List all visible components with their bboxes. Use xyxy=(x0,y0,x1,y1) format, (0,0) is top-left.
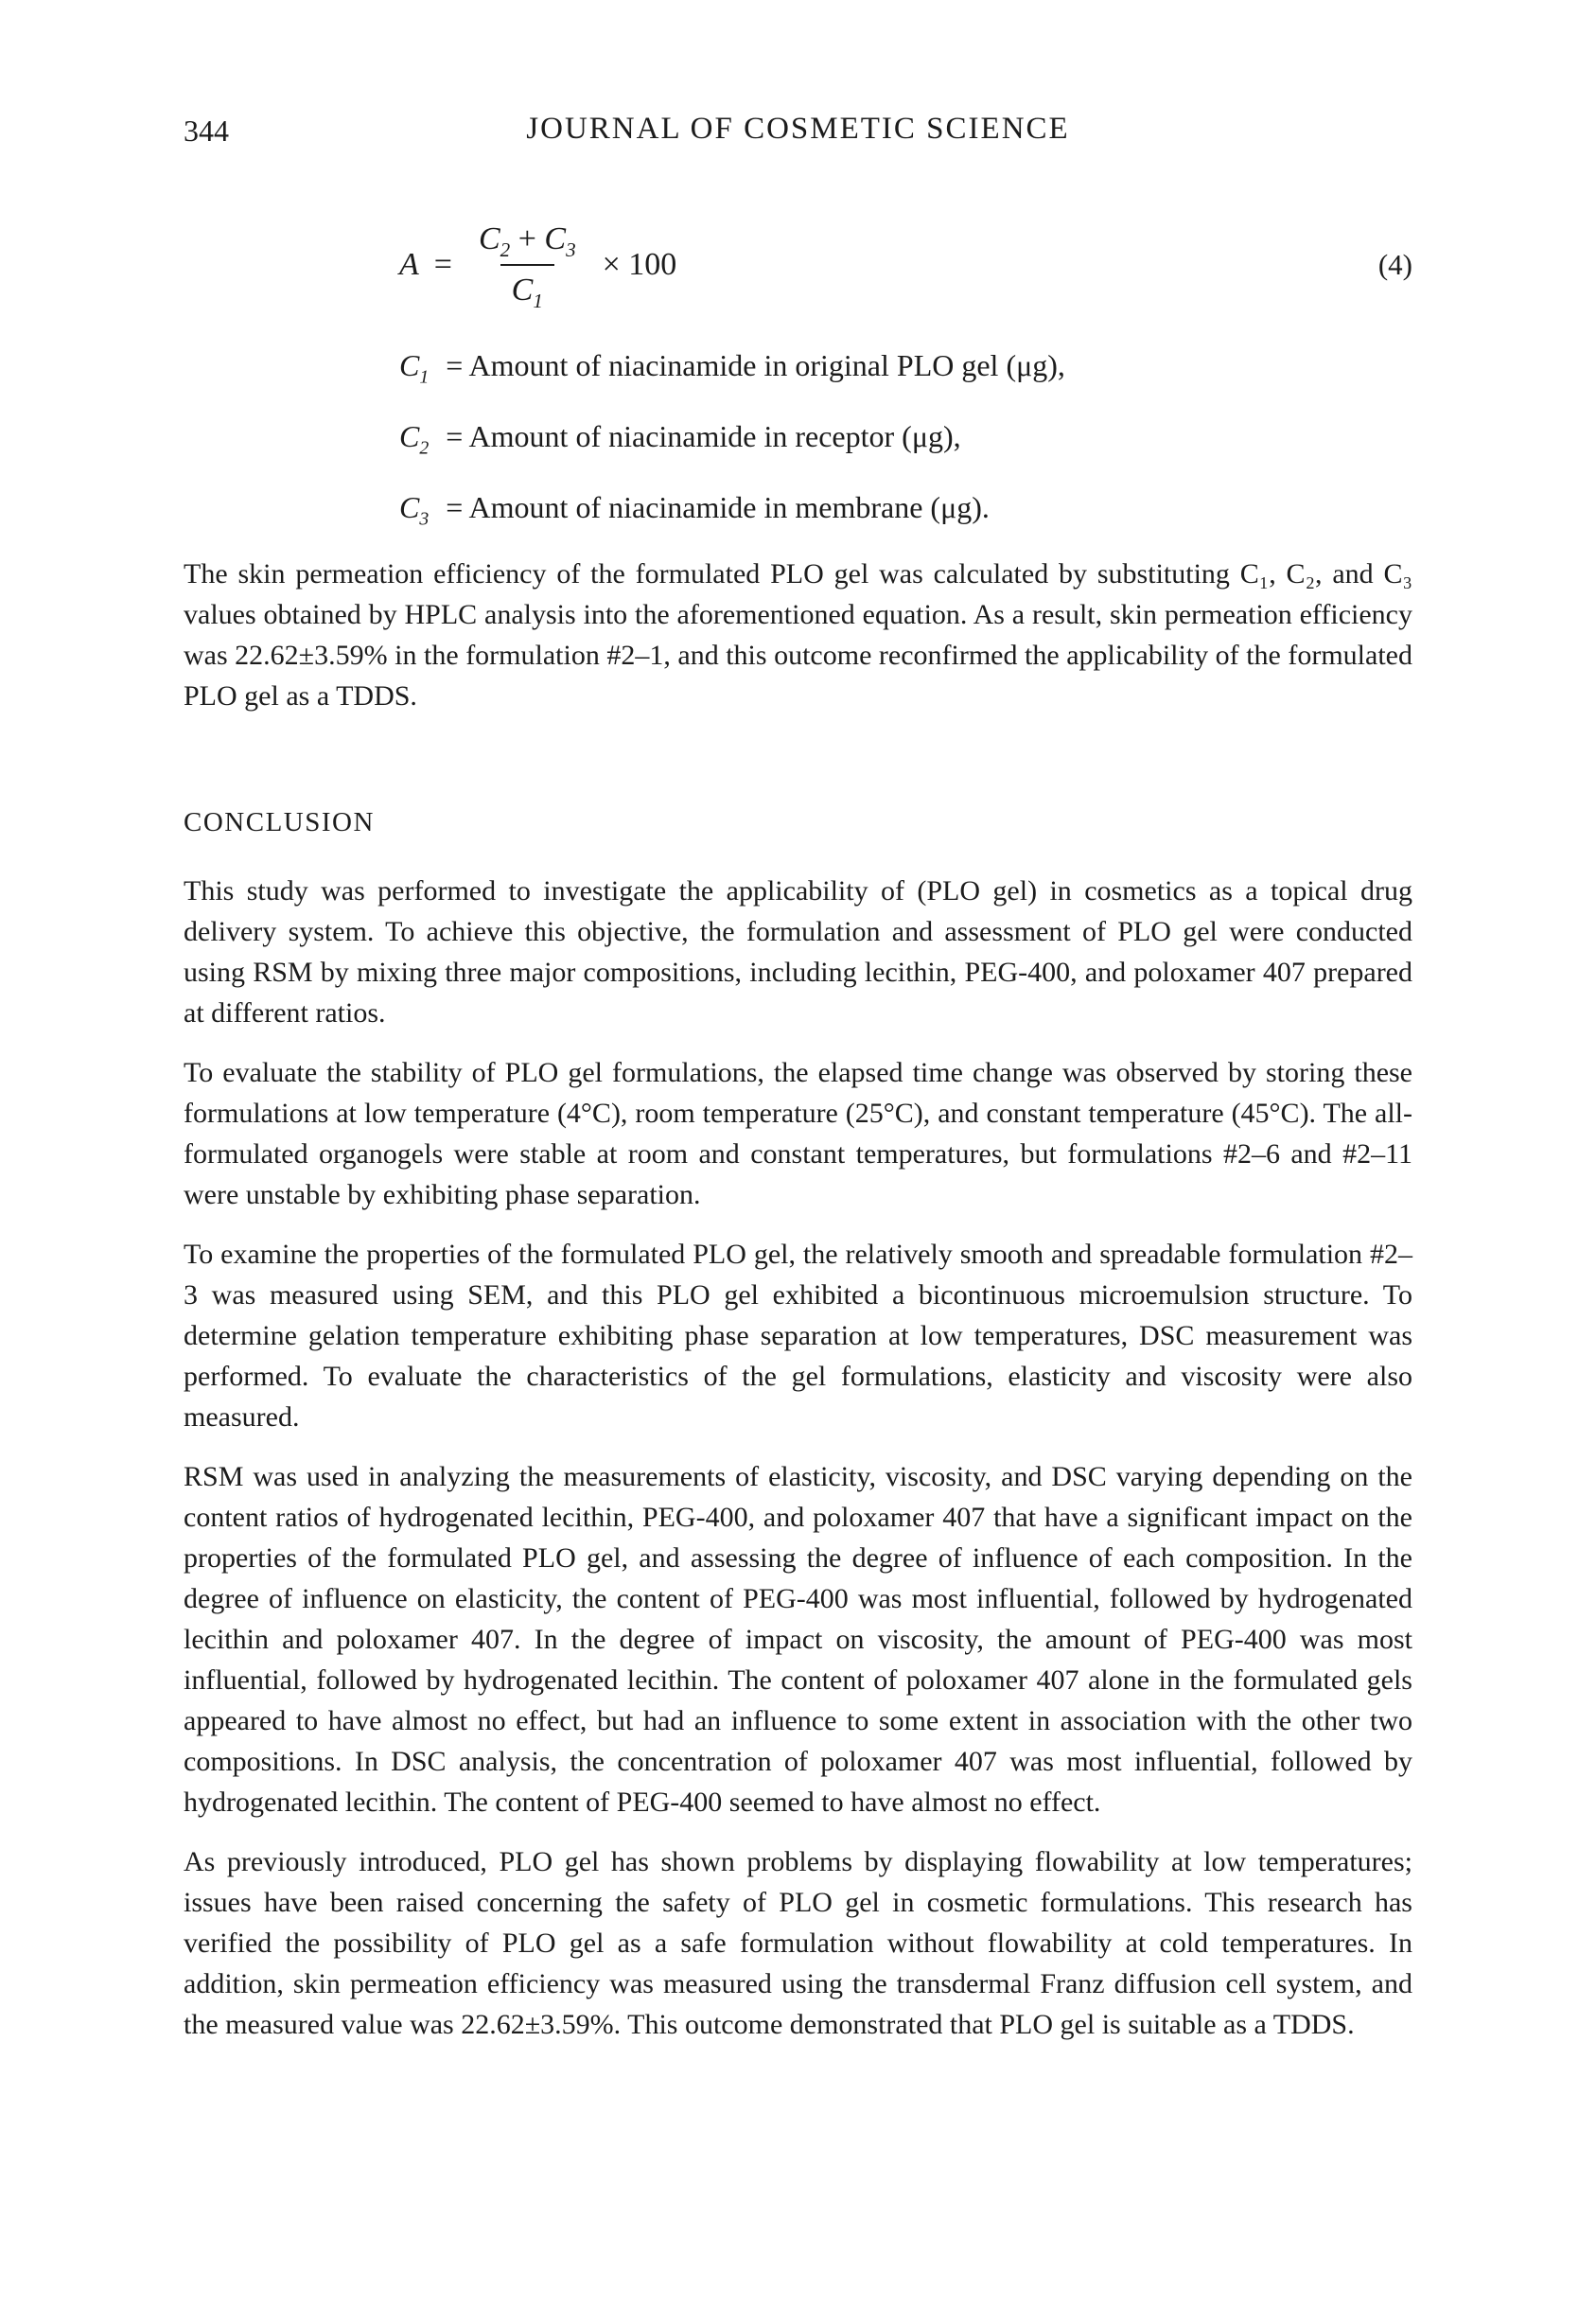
conclusion-heading: CONCLUSION xyxy=(184,807,375,837)
equation-lhs: A xyxy=(399,247,419,282)
page-number: 344 xyxy=(184,114,229,148)
definition-c3-symbol: $C_3$ xyxy=(399,490,430,530)
definition-c1-symbol: $C_1$ xyxy=(399,348,430,388)
numerator-var-c3-base: C xyxy=(544,221,567,256)
equation-fraction xyxy=(467,221,588,312)
journal-title: JOURNAL OF COSMETIC SCIENCE xyxy=(526,112,1070,146)
equation-expression xyxy=(399,221,677,312)
definition-c1 xyxy=(399,348,1412,388)
numerator-var-c2-base: C xyxy=(478,221,500,256)
numerator-plus-sign: + xyxy=(517,221,536,256)
equation-equals-sign: = xyxy=(433,247,452,282)
definition-c3 xyxy=(399,490,1412,530)
variable-definitions xyxy=(399,348,1412,530)
conclusion-paragraph-2: To evaluate the stability of PLO gel formulations, the elapsed time change was observed by storing these formulations at low temperature (4°C), room temperature (25°C), and constant temperature (45°C). The all-formulated organogels were stable at room and constant temperatures, but formulations #2–6 and #2–11 were unstable by exhibiting phase separation. xyxy=(184,1057,1412,1210)
definition-c2 xyxy=(399,419,1412,459)
denominator-var-c1-base: C xyxy=(511,273,534,308)
fraction-denominator xyxy=(500,264,554,312)
equation-multiplier: × 100 xyxy=(602,247,677,282)
denominator-var-c1-subscript: 1 xyxy=(533,289,543,312)
definition-c2-text: = Amount of niacinamide in receptor (μg), xyxy=(446,419,961,453)
conclusion-paragraph-1: This study was performed to investigate the applicability of (PLO gel) in cosmetics as a topical drug delivery system. To achieve this objective, the formulation and assessment of PLO gel were conducted using RSM by mixing three major compositions, including lecithin, PEG-400, and poloxamer 407 prepared at different ratios. xyxy=(184,875,1412,1029)
equation-number: (4) xyxy=(1377,248,1412,281)
equation-4 xyxy=(184,221,1412,312)
numerator-var-c2-subscript: 2 xyxy=(500,238,511,261)
definition-c2-symbol: $C_2$ xyxy=(399,419,430,459)
page-header xyxy=(184,112,1412,153)
intro-paragraph: The skin permeation efficiency of the formulated PLO gel was calculated by substituting C₁, C₂, and C₃ values obtained by HPLC analysis into the aforementioned equation. As a result, skin permeation efficiency was 22.62±3.59% in the formulation #2–1, and this outcome reconfirmed the applicability of the formulated PLO gel as a TDDS. xyxy=(184,558,1412,712)
conclusion-paragraph-5: As previously introduced, PLO gel has shown problems by displaying flowability at low temperatures; issues have been raised concerning the safety of PLO gel in cosmetic formulations. This research has verified the possibility of PLO gel as a safe formulation without flowability at cold temperatures. In addition, skin permeation efficiency was measured using the transdermal Franz diffusion cell system, and the measured value was 22.62±3.59%. This outcome demonstrated that PLO gel is suitable as a TDDS. xyxy=(184,1846,1412,2040)
definition-c1-text: = Amount of niacinamide in original PLO gel (μg), xyxy=(446,348,1065,382)
conclusion-paragraph-4: RSM was used in analyzing the measurements of elasticity, viscosity, and DSC varying depending on the content ratios of hydrogenated lecithin, PEG-400, and poloxamer 407 that have a significant impact on the properties of the formulated PLO gel, and assessing the degree of influence of each composition. In the degree of influence on elasticity, the content of PEG-400 was most influential, followed by hydrogenated lecithin and poloxamer 407. In the degree of impact on viscosity, the amount of PEG-400 was most influential, followed by hydrogenated lecithin. The content of poloxamer 407 alone in the formulated gels appeared to have almost no effect, but had an influence to some extent in association with the other two compositions. In DSC analysis, the concentration of poloxamer 407 was most influential, followed by hydrogenated lecithin. The content of PEG-400 seemed to have almost no effect. xyxy=(184,1461,1412,1818)
fraction-numerator xyxy=(467,221,588,264)
numerator-var-c3-subscript: 3 xyxy=(566,238,576,261)
conclusion-paragraph-3: To examine the properties of the formulated PLO gel, the relatively smooth and spreadable formulation #2–3 was measured using SEM, and this PLO gel exhibited a bicontinuous microemulsion structure. To determine gelation temperature exhibiting phase separation at low temperatures, DSC measurement was performed. To evaluate the characteristics of the gel formulations, elasticity and viscosity were also measured. xyxy=(184,1239,1412,1433)
definition-c3-text: = Amount of niacinamide in membrane (μg). xyxy=(446,490,990,524)
